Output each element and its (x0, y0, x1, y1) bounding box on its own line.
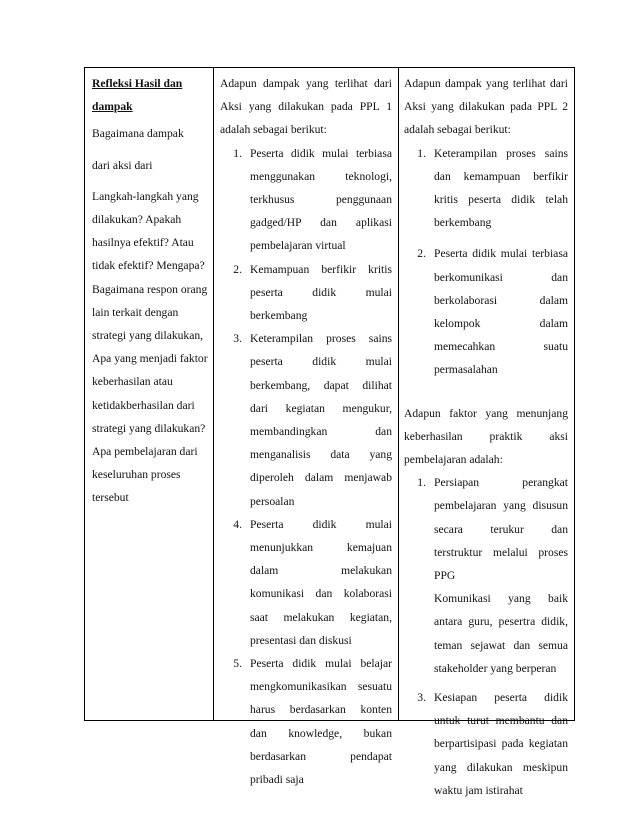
list-number: 5. (233, 657, 242, 671)
question-text: strategi yang dilakukan, (92, 329, 204, 343)
impact-item (404, 165, 568, 188)
list-number (220, 629, 250, 652)
list-number (220, 675, 250, 698)
list-number (404, 709, 434, 732)
impact-item (220, 234, 392, 257)
spacer (92, 146, 207, 154)
spacer (92, 177, 207, 185)
list-text: presentasi dan diskusi (250, 633, 352, 647)
impact-item (220, 374, 392, 397)
list-number (220, 745, 250, 768)
factor-item (404, 686, 568, 709)
impact-item (404, 142, 568, 165)
list-number: 1. (417, 146, 426, 160)
factor-item (404, 657, 568, 680)
question-text: Langkah-langkah yang (92, 189, 199, 203)
intro-text: Aksi yang dilakukan pada PPL 2 (404, 100, 568, 114)
list-text: dan kemampuan berfikir (434, 169, 568, 183)
list-text: Peserta didik mulai belajar (250, 657, 392, 671)
list-number (404, 564, 434, 587)
impact-item (220, 722, 392, 745)
list-text: dari kegiatan mengukur, (250, 401, 392, 415)
impact-item (220, 629, 392, 652)
question-text: Bagaimana dampak (92, 127, 184, 141)
factor-item (404, 541, 568, 564)
list-number (404, 779, 434, 802)
impact-item (404, 266, 568, 289)
list-number (220, 397, 250, 420)
list-text: kritis peserta didik telah (434, 193, 568, 207)
list-number (404, 657, 434, 680)
section-heading: Refleksi Hasil dan (92, 77, 183, 90)
list-text: peserta didik mulai (250, 285, 392, 299)
list-number: 1. (233, 146, 242, 160)
list-number (220, 165, 250, 188)
list-number (404, 312, 434, 335)
impact-item (220, 675, 392, 698)
list-text: teman sejawat dan semua (434, 638, 568, 652)
impact-item (220, 304, 392, 327)
list-number (404, 289, 434, 312)
impact-item (220, 350, 392, 373)
impact-item (220, 536, 392, 559)
list-number (404, 610, 434, 633)
list-number (404, 358, 434, 381)
list-text: pribadi saja (250, 773, 304, 787)
question-text: dilakukan? Apakah (92, 213, 182, 227)
list-number (220, 304, 250, 327)
list-text: menganalisis data yang (250, 448, 392, 462)
list-text: yang dilakukan meskipun (434, 760, 568, 774)
impact-item (220, 188, 392, 211)
list-text: berkembang (434, 216, 492, 230)
list-text: memecahkan suatu (434, 340, 568, 354)
impact-item (220, 559, 392, 582)
list-text: menggunakan teknologi, (250, 169, 392, 183)
question-text: hasilnya efektif? Atau (92, 236, 194, 250)
list-text: berkembang (250, 309, 308, 323)
column-ppl1 (214, 68, 399, 787)
list-text: waktu jam istirahat (434, 783, 523, 797)
list-number: 2. (417, 247, 426, 261)
list-number: 4. (233, 517, 242, 531)
intro-text: Adapun dampak yang terlihat dari (404, 77, 568, 90)
list-number (220, 582, 250, 605)
impact-item (220, 582, 392, 605)
reflection-table (84, 67, 575, 797)
list-text: berkomunikasi dan (434, 270, 568, 284)
list-number: 2. (233, 262, 242, 276)
impact-item (220, 745, 392, 768)
list-number (404, 732, 434, 755)
list-text: peserta didik mulai (250, 355, 392, 369)
list-text: saat melakukan kegiatan, (250, 610, 392, 624)
list-number (404, 266, 434, 289)
list-text: berkembang, dapat dilihat (250, 378, 392, 392)
list-text: gadged/HP dan aplikasi (250, 216, 392, 230)
list-text: Kemampuan berfikir kritis (250, 262, 392, 276)
list-text: Keterampilan proses sains (250, 332, 392, 346)
list-number: 3. (233, 332, 242, 346)
impact-item (220, 142, 392, 165)
list-number (220, 281, 250, 304)
question-text: dari aksi dari (92, 158, 153, 172)
intro-text: adalah sebagai berikut: (404, 123, 511, 137)
list-text: membandingkan dan (250, 425, 392, 439)
list-number (220, 698, 250, 721)
impact-item (220, 397, 392, 420)
question-text: Bagaimana respon orang (92, 282, 208, 296)
impact-item (404, 188, 568, 211)
impact-item (220, 490, 392, 513)
question-text: strategi yang dilakukan? (92, 421, 206, 435)
list-number (404, 634, 434, 657)
question-text: lain terkait dengan (92, 305, 179, 319)
factor-item (404, 587, 568, 610)
list-text: berpartisipasi pada kegiatan (434, 737, 568, 751)
impact-item (220, 513, 392, 536)
list-text: Persiapan perangkat (434, 476, 568, 490)
list-text: Peserta didik mulai (250, 517, 392, 531)
factor-item (404, 518, 568, 541)
intro-text: keberhasilan praktik aksi (404, 429, 568, 443)
list-text: Peserta didik mulai terbiasa (434, 247, 568, 261)
list-text: dalam melakukan (250, 564, 392, 578)
list-number (220, 188, 250, 211)
spacer (404, 234, 568, 242)
question-text: Apa pembelajaran dari (92, 445, 198, 459)
intro-text: Aksi yang dilakukan pada PPL 1 (220, 100, 392, 114)
column-question (85, 68, 214, 720)
list-text: berkolaborasi dalam (434, 293, 568, 307)
list-number: 3. (417, 691, 426, 705)
factor-item (404, 634, 568, 657)
list-number (404, 211, 434, 234)
impact-item (220, 443, 392, 466)
impact-item (220, 258, 392, 281)
impact-item (220, 606, 392, 629)
list-text: PPG (434, 569, 456, 583)
question-text: Apa yang menjadi faktor (92, 352, 208, 366)
list-text: terkhusus penggunaan (250, 193, 392, 207)
question-text: ketidakberhasilan dari (92, 398, 195, 412)
list-text: menunjukkan kemajuan (250, 541, 392, 555)
factor-item (404, 756, 568, 779)
factor-item (404, 564, 568, 587)
question-text: tidak efektif? Mengapa? (92, 259, 205, 273)
factor-item (404, 732, 568, 755)
list-number (220, 443, 250, 466)
impact-item (404, 312, 568, 335)
list-number (220, 768, 250, 791)
intro-text: adalah sebagai berikut: (220, 123, 327, 137)
impact-item (404, 242, 568, 265)
list-number (404, 541, 434, 564)
list-text: antara guru, pesertra didik, (434, 615, 568, 629)
impact-item (220, 420, 392, 443)
list-text: permasalahan (434, 363, 498, 377)
list-text: diperoleh dalam menjawab (250, 471, 392, 485)
list-number (404, 335, 434, 358)
intro-text: pembelajaran adalah: (404, 453, 503, 467)
impact-item (220, 281, 392, 304)
column-ppl2 (399, 68, 574, 797)
list-text: Kesiapan peserta didik (434, 691, 568, 705)
list-number (220, 420, 250, 443)
list-number (220, 374, 250, 397)
impact-item (220, 652, 392, 675)
list-text: mengkomunikasikan sesuatu (250, 680, 392, 694)
list-number (220, 559, 250, 582)
list-text: untuk turut membantu dan (434, 714, 568, 728)
factor-item (404, 471, 568, 494)
list-text: stakeholder yang berperan (434, 661, 557, 675)
list-text: Komunikasi yang baik (434, 592, 568, 606)
list-text: persoalan (250, 494, 295, 508)
list-text: secara terukur dan (434, 522, 568, 536)
list-number (220, 536, 250, 559)
list-number (220, 490, 250, 513)
list-number (404, 756, 434, 779)
impact-item (404, 358, 568, 381)
list-text: kelompok dalam (434, 317, 568, 331)
list-text: pembelajaran yang disusun (434, 499, 568, 513)
impact-item (220, 327, 392, 350)
factor-item (404, 779, 568, 802)
factor-item (404, 494, 568, 517)
list-number (220, 350, 250, 373)
impact-item (220, 698, 392, 721)
list-text: terstruktur melalui proses (434, 545, 568, 559)
intro-text: Adapun dampak yang terlihat dari (220, 77, 392, 90)
question-text: tersebut (92, 491, 129, 505)
list-text: harus berdasarkan konten (250, 703, 392, 717)
list-text: komunikasi dan kolaborasi (250, 587, 392, 601)
list-text: dan knowledge, bukan (250, 726, 392, 740)
spacer (404, 382, 568, 402)
section-heading: dampak (92, 100, 133, 114)
impact-item (220, 211, 392, 234)
impact-item (404, 211, 568, 234)
question-text: keberhasilan atau (92, 375, 173, 389)
list-number: 1. (417, 476, 426, 490)
list-number (220, 466, 250, 489)
list-number (404, 494, 434, 517)
factor-item (404, 610, 568, 633)
impact-item (404, 335, 568, 358)
impact-item (220, 165, 392, 188)
list-text: Peserta didik mulai terbiasa (250, 146, 392, 160)
list-number (404, 188, 434, 211)
list-number (220, 234, 250, 257)
intro-text: Adapun faktor yang menunjang (404, 406, 568, 420)
list-number (220, 606, 250, 629)
list-number (404, 165, 434, 188)
list-text: Keterampilan proses sains (434, 146, 568, 160)
list-number (404, 518, 434, 541)
impact-item (404, 289, 568, 312)
factor-item (404, 709, 568, 732)
list-number (220, 722, 250, 745)
question-text: keseluruhan proses (92, 468, 181, 482)
list-number (404, 587, 434, 610)
list-number (220, 211, 250, 234)
impact-item (220, 768, 392, 791)
list-text: pembelajaran virtual (250, 239, 346, 253)
impact-item (220, 466, 392, 489)
list-text: berdasarkan pendapat (250, 749, 392, 763)
